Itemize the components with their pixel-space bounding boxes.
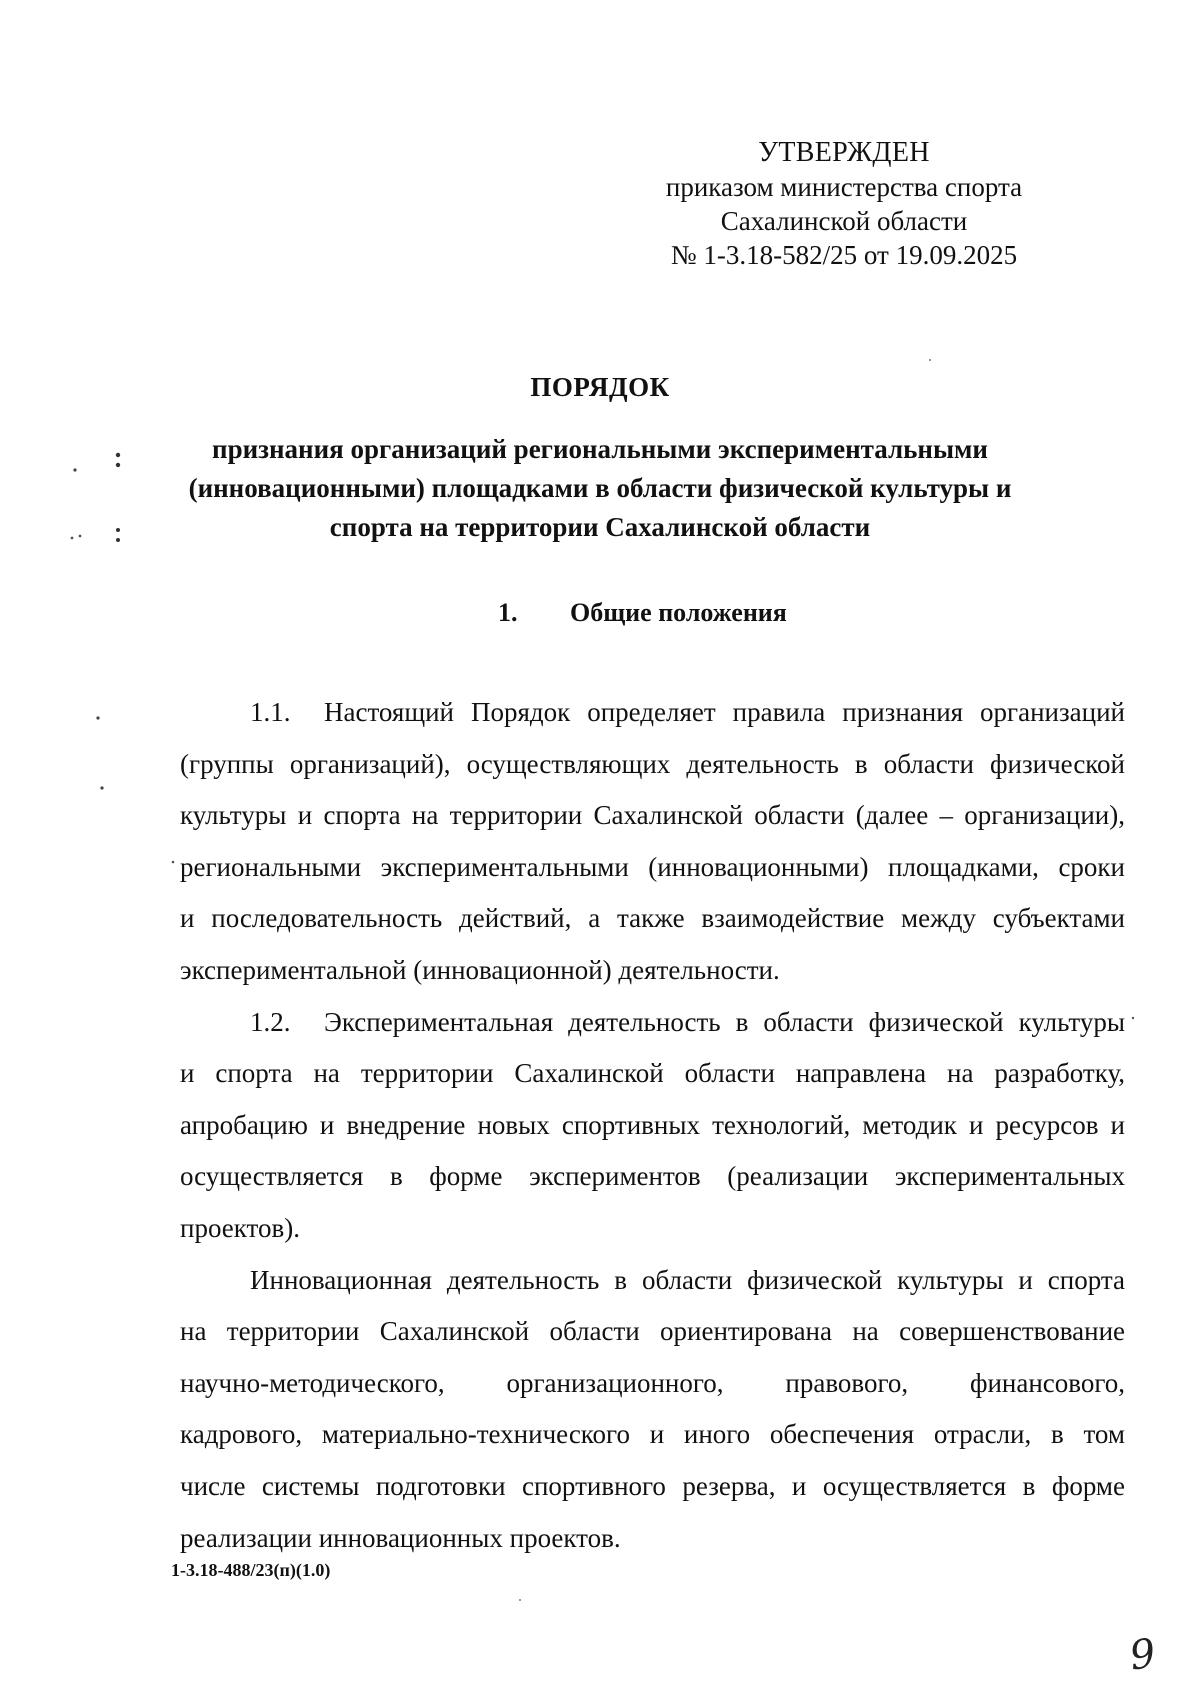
paragraph-line: кадрового, материально-технического и иного обеспечения отрасли, в том (180, 1419, 1125, 1450)
paragraph-line: на территории Сахалинской области ориентирована на совершенствование (180, 1316, 1125, 1347)
paragraph-line: проектов). (180, 1212, 300, 1243)
subtitle-line: признания организаций региональными экспериментальными (212, 434, 988, 464)
handwritten-page-number: 9 (1126, 1630, 1159, 1680)
document-title: ПОРЯДОК (530, 372, 670, 402)
paragraph-line: числе системы подготовки спортивного резерва, и осуществляется в форме (180, 1470, 1125, 1501)
paragraph-line: и последовательность действий, а также взаимодействие между субъектами (180, 903, 1125, 934)
paragraph-line: реализации инновационных проектов. (180, 1522, 621, 1553)
paragraph-line: региональными экспериментальными (инновационными) площадками, сроки (180, 851, 1125, 882)
paragraph-line: апробацию и внедрение новых спортивных технологий, методик и ресурсов и (180, 1109, 1125, 1140)
section-title: Общие положения (570, 598, 787, 627)
paragraph-first-line (180, 1002, 1125, 1054)
paragraph-number: 1.1. (250, 697, 291, 727)
approved-label: УТВЕРЖДЕН (758, 137, 930, 168)
paragraph-text: Настоящий Порядок определяет правила признания организаций (324, 697, 1125, 727)
paragraph-line: экспериментальной (инновационной) деятельности. (180, 954, 780, 985)
document-subtitle (180, 430, 1020, 547)
paragraph-number: 1.2. (250, 1006, 291, 1037)
paragraph-first-line: Инновационная деятельность в области физической культуры и спорта (250, 1264, 1125, 1295)
paragraph-line: и спорта на территории Сахалинской области направлена на разработку, (180, 1058, 1125, 1089)
document-code-footer: 1-3.18-488/23(п)(1.0) (171, 1560, 331, 1580)
paragraph-first-line (180, 692, 1125, 744)
approval-order-line: приказом министерства спорта (665, 172, 1023, 202)
paragraph-line: осуществляется в форме экспериментов (реализации экспериментальных (180, 1161, 1125, 1192)
paragraph-line: научно-методического, организационного, правового, финансового, (180, 1367, 1125, 1398)
body-text (180, 692, 1125, 1569)
approval-region-line: Сахалинской области (720, 206, 968, 236)
paragraph-line: культуры и спорта на территории Сахалинской области (далее – организации), (180, 800, 1125, 831)
approval-stamp-block (600, 136, 1088, 272)
approval-order-number: № 1-3.18-582/25 от 19.09.2025 (670, 240, 1018, 270)
paragraph-text: Экспериментальная деятельность в области физической культуры (324, 1006, 1125, 1037)
subtitle-line: спорта на территории Сахалинской области (329, 512, 871, 542)
subtitle-line: (инновационными) площадками в области физической культуры и (188, 473, 1012, 503)
paragraph-line: (группы организаций), осуществляющих деятельность в области физической (180, 748, 1125, 779)
section-number: 1. (498, 598, 518, 627)
